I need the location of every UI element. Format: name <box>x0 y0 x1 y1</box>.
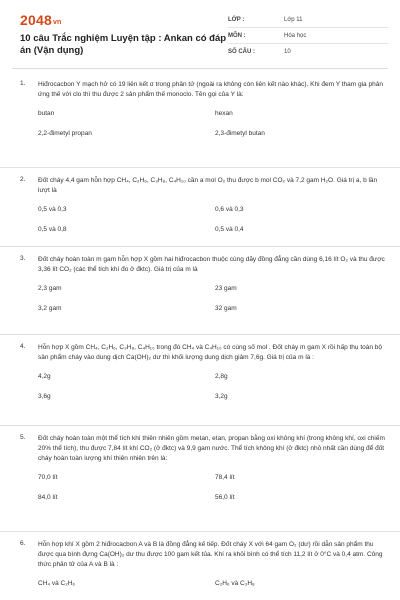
option-b[interactable]: 78,4 lít <box>215 474 235 482</box>
site-logo[interactable] <box>20 12 62 28</box>
question-text: Hỗn hợp khí X gồm 2 hiđrocacbon A và B là đồng đẳng kế tiếp. Đốt cháy X với 64 gam O₂ (dư) rồi dẫn sản phẩm thu được qua bình đựng Ca(OH)₂ dư thu được 100 gam kết tủa. Khí ra khỏi bình có thể tích 11,2 lít ở 0°C và 0,4 atm. Công thức phân tử của A và B là : <box>38 541 383 569</box>
question-2 <box>0 168 400 247</box>
meta-value: 10 <box>284 48 291 55</box>
option-b[interactable]: C₂H₆ và C₃H₈ <box>215 580 255 588</box>
logo-suffix: vn <box>52 19 62 26</box>
options-grid <box>38 367 386 407</box>
options-grid <box>38 200 386 240</box>
options-grid <box>38 279 386 319</box>
meta-row-count <box>228 44 388 59</box>
question-number: 2. <box>20 176 26 183</box>
question-text: Đốt cháy 4,4 gam hỗn hợp CH₄, C₂H₆, C₃H₈, C₄H₁₀ cần a mol O₂ thu được b mol CO₂ và 7,2 gam H₂O. Giá trị a, b lần lượt là <box>38 177 378 195</box>
header-divider <box>12 68 388 69</box>
question-number: 4. <box>20 343 26 350</box>
options-grid <box>38 104 386 144</box>
question-6 <box>0 532 400 600</box>
option-a[interactable]: butan <box>38 110 55 118</box>
document-title: 10 câu Trắc nghiệm Luyện tập : Ankan có đáp án (Vận dụng) <box>20 33 227 57</box>
option-b[interactable]: 2,8g <box>215 373 228 381</box>
meta-row-class <box>228 12 388 28</box>
option-a[interactable]: 70,0 lít <box>38 474 58 482</box>
question-number: 3. <box>20 255 26 262</box>
meta-table <box>228 12 388 59</box>
question-text: Đốt cháy hoàn toàn m gam hỗn hợp X gồm hai hiđrocacbon thuộc cùng dãy đồng đẳng cần dùng 6,16 lít O₂ và thu được 3,36 lít CO₂ (các thể tích khí đo ở đktc). Giá trị của m là <box>38 256 385 274</box>
logo-text: 2048 <box>20 12 52 28</box>
option-a[interactable]: CH₄ và C₂H₆ <box>38 580 76 588</box>
meta-row-subject <box>228 28 388 44</box>
meta-label: LỚP : <box>228 16 245 23</box>
question-number: 1. <box>20 80 26 87</box>
meta-value: Hóa học <box>284 32 307 39</box>
question-5 <box>0 426 400 532</box>
meta-value: Lớp 11 <box>284 16 303 23</box>
option-b[interactable]: 23 gam <box>215 285 237 293</box>
option-c[interactable]: 0,5 và 0,8 <box>38 226 67 234</box>
options-grid <box>38 468 386 508</box>
option-a[interactable]: 4,2g <box>38 373 51 381</box>
question-number: 6. <box>20 540 26 547</box>
option-d[interactable]: 0,5 và 0,4 <box>215 226 244 234</box>
meta-label: SỐ CÂU : <box>228 48 255 55</box>
option-a[interactable]: 0,5 và 0,3 <box>38 206 67 214</box>
option-d[interactable]: 3,2g <box>215 393 228 401</box>
question-text: Hiđrocacbon Y mạch hở có 19 liên kết σ trong phân tử (ngoài ra không còn liên kết nào khác). Khi đem Y tham gia phản ứng thế với clo thì thu được 2 sản phẩm thế monoclo. Tên gọi của Y là: <box>38 81 383 99</box>
option-c[interactable]: 3,2 gam <box>38 305 62 313</box>
option-d[interactable]: 56,0 lít <box>215 494 235 502</box>
option-c[interactable]: 2,2-đimetyl propan <box>38 130 92 138</box>
question-list <box>0 72 400 600</box>
option-b[interactable]: 0,6 và 0,3 <box>215 206 244 214</box>
question-1 <box>0 72 400 168</box>
question-4 <box>0 335 400 426</box>
option-a[interactable]: 2,3 gam <box>38 285 62 293</box>
question-text: Đốt cháy hoàn toàn một thể tích khí thiên nhiên gồm metan, etan, propan bằng oxi không khí (trong không khí, oxi chiếm 20% thể tích), thu được 7,84 lít khí CO₂ (ở đktc) và 9,9 gam nước. Thể tích không khí (ở đktc) nhỏ nhất cần dùng để đốt cháy hoàn toàn lượng khí thiên nhiên trên là: <box>38 435 385 463</box>
option-c[interactable]: 3,6g <box>38 393 51 401</box>
option-d[interactable]: 32 gam <box>215 305 237 313</box>
question-text: Hỗn hợp X gồm CH₄, C₂H₆, C₃H₈, C₄H₁₀ trong đó CH₄ và C₄H₁₀ có cùng số mol . Đốt cháy m gam X rồi hấp thụ toàn bộ sản phẩm cháy vào dung dịch Ca(OH)₂ dư thì khối lượng dung dịch giảm 7,6g. Giá trị của m là : <box>38 344 383 362</box>
option-b[interactable]: hexan <box>215 110 233 118</box>
question-number: 5. <box>20 434 26 441</box>
meta-label: MÔN : <box>228 32 246 39</box>
option-d[interactable]: 2,3-đimetyl butan <box>215 130 265 138</box>
options-grid <box>38 574 386 594</box>
option-c[interactable]: 84,0 lít <box>38 494 58 502</box>
question-3 <box>0 247 400 335</box>
